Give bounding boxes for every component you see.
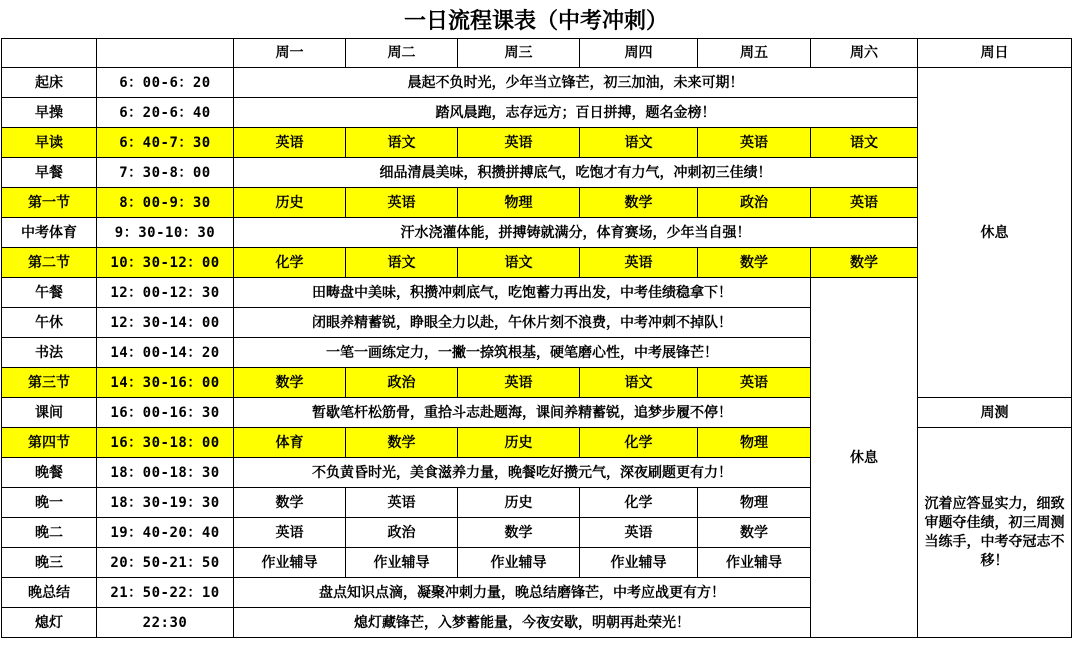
schedule-row bbox=[2, 278, 1072, 308]
row-name: 午休 bbox=[2, 308, 97, 338]
row-name: 第三节 bbox=[2, 368, 97, 398]
row-name: 第一节 bbox=[2, 188, 97, 218]
subject-cell: 数学 bbox=[234, 368, 346, 398]
sunday-rest-cell: 休息 bbox=[918, 68, 1072, 398]
schedule-row bbox=[2, 98, 1072, 128]
motto-cell: 暂歇笔杆松筋骨，重拾斗志赴题海，课间养精蓄锐，追梦步履不停！ bbox=[234, 398, 811, 428]
subject-cell: 英语 bbox=[580, 248, 698, 278]
motto-cell: 不负黄昏时光，美食滋养力量，晚餐吃好攒元气，深夜刷题更有力！ bbox=[234, 458, 811, 488]
row-name: 课间 bbox=[2, 398, 97, 428]
row-time: 20：50-21：50 bbox=[97, 548, 234, 578]
day-header: 周二 bbox=[346, 39, 458, 68]
row-name: 早餐 bbox=[2, 158, 97, 188]
subject-cell: 语文 bbox=[346, 128, 458, 158]
subject-cell: 英语 bbox=[234, 518, 346, 548]
row-name: 晚三 bbox=[2, 548, 97, 578]
schedule-row bbox=[2, 188, 1072, 218]
subject-cell: 数学 bbox=[698, 518, 811, 548]
motto-cell: 田畴盘中美味，积攒冲刺底气，吃饱蓄力再出发，中考佳绩稳拿下！ bbox=[234, 278, 811, 308]
day-header: 周一 bbox=[234, 39, 346, 68]
row-name: 书法 bbox=[2, 338, 97, 368]
subject-cell: 历史 bbox=[234, 188, 346, 218]
motto-cell: 踏风晨跑，志存远方；百日拼搏，题名金榜！ bbox=[234, 98, 918, 128]
row-time: 12：00-12：30 bbox=[97, 278, 234, 308]
row-time: 12：30-14：00 bbox=[97, 308, 234, 338]
motto-cell: 闭眼养精蓄锐，睁眼全力以赴，午休片刻不浪费，中考冲刺不掉队！ bbox=[234, 308, 811, 338]
page-title: 一日流程课表（中考冲刺） bbox=[403, 7, 668, 34]
subject-cell: 数学 bbox=[580, 188, 698, 218]
motto-cell: 盘点知识点滴，凝聚冲刺力量，晚总结磨锋芒，中考应战更有方！ bbox=[234, 578, 811, 608]
subject-cell: 语文 bbox=[580, 128, 698, 158]
row-name: 熄灯 bbox=[2, 608, 97, 638]
subject-cell: 数学 bbox=[346, 428, 458, 458]
subject-cell: 英语 bbox=[811, 188, 918, 218]
row-time: 10：30-12：00 bbox=[97, 248, 234, 278]
row-name: 第四节 bbox=[2, 428, 97, 458]
subject-cell: 英语 bbox=[580, 518, 698, 548]
subject-cell: 作业辅导 bbox=[234, 548, 346, 578]
row-name: 晚一 bbox=[2, 488, 97, 518]
row-time: 14：00-14：20 bbox=[97, 338, 234, 368]
subject-cell: 政治 bbox=[346, 368, 458, 398]
sunday-note-cell: 沉着应答显实力，细致审题夺佳绩，初三周测当练手，中考夺冠志不移！ bbox=[918, 428, 1072, 638]
motto-cell: 熄灯藏锋芒，入梦蓄能量，今夜安歇，明朝再赴荣光！ bbox=[234, 608, 811, 638]
subject-cell: 数学 bbox=[458, 518, 580, 548]
row-time: 18：30-19：30 bbox=[97, 488, 234, 518]
subject-cell: 数学 bbox=[698, 248, 811, 278]
row-time: 21：50-22：10 bbox=[97, 578, 234, 608]
schedule-row bbox=[2, 248, 1072, 278]
day-header: 周六 bbox=[811, 39, 918, 68]
subject-cell: 政治 bbox=[346, 518, 458, 548]
subject-cell: 物理 bbox=[698, 428, 811, 458]
header-blank-time bbox=[97, 39, 234, 68]
subject-cell: 化学 bbox=[234, 248, 346, 278]
row-time: 6：20-6：40 bbox=[97, 98, 234, 128]
schedule-row bbox=[2, 68, 1072, 98]
subject-cell: 语文 bbox=[346, 248, 458, 278]
row-time: 6：00-6：20 bbox=[97, 68, 234, 98]
subject-cell: 化学 bbox=[580, 428, 698, 458]
subject-cell: 英语 bbox=[698, 128, 811, 158]
subject-cell: 英语 bbox=[234, 128, 346, 158]
row-name: 晚总结 bbox=[2, 578, 97, 608]
motto-cell: 晨起不负时光，少年当立锋芒，初三加油，未来可期！ bbox=[234, 68, 918, 98]
row-time: 14：30-16：00 bbox=[97, 368, 234, 398]
row-time: 16：00-16：30 bbox=[97, 398, 234, 428]
subject-cell: 作业辅导 bbox=[698, 548, 811, 578]
subject-cell: 数学 bbox=[811, 248, 918, 278]
day-header: 周五 bbox=[698, 39, 811, 68]
schedule-row bbox=[2, 158, 1072, 188]
schedule-row bbox=[2, 128, 1072, 158]
row-name: 午餐 bbox=[2, 278, 97, 308]
header-row bbox=[2, 39, 1072, 68]
motto-cell: 汗水浇灌体能，拼搏铸就满分，体育赛场，少年当自强！ bbox=[234, 218, 918, 248]
row-name: 中考体育 bbox=[2, 218, 97, 248]
subject-cell: 政治 bbox=[698, 188, 811, 218]
subject-cell: 英语 bbox=[346, 488, 458, 518]
subject-cell: 语文 bbox=[811, 128, 918, 158]
subject-cell: 历史 bbox=[458, 488, 580, 518]
day-header: 周日 bbox=[918, 39, 1072, 68]
saturday-rest-cell: 休息 bbox=[811, 278, 918, 638]
row-name: 晚二 bbox=[2, 518, 97, 548]
subject-cell: 英语 bbox=[458, 128, 580, 158]
row-time: 6：40-7：30 bbox=[97, 128, 234, 158]
subject-cell: 物理 bbox=[698, 488, 811, 518]
row-name: 早操 bbox=[2, 98, 97, 128]
subject-cell: 作业辅导 bbox=[458, 548, 580, 578]
row-time: 19：40-20：40 bbox=[97, 518, 234, 548]
schedule-row bbox=[2, 218, 1072, 248]
day-header: 周四 bbox=[580, 39, 698, 68]
subject-cell: 英语 bbox=[346, 188, 458, 218]
row-time: 16：30-18：00 bbox=[97, 428, 234, 458]
subject-cell: 作业辅导 bbox=[346, 548, 458, 578]
row-name: 起床 bbox=[2, 68, 97, 98]
subject-cell: 物理 bbox=[458, 188, 580, 218]
row-name: 晚餐 bbox=[2, 458, 97, 488]
row-name: 第二节 bbox=[2, 248, 97, 278]
subject-cell: 语文 bbox=[458, 248, 580, 278]
row-time: 7：30-8：00 bbox=[97, 158, 234, 188]
day-header: 周三 bbox=[458, 39, 580, 68]
motto-cell: 细品清晨美味，积攒拼搏底气，吃饱才有力气，冲刺初三佳绩！ bbox=[234, 158, 918, 188]
row-time: 8：00-9：30 bbox=[97, 188, 234, 218]
subject-cell: 英语 bbox=[458, 368, 580, 398]
row-time: 9：30-10：30 bbox=[97, 218, 234, 248]
sunday-test-cell: 周测 bbox=[918, 398, 1072, 428]
header-blank-name bbox=[2, 39, 97, 68]
schedule-table bbox=[1, 38, 1072, 638]
subject-cell: 作业辅导 bbox=[580, 548, 698, 578]
subject-cell: 体育 bbox=[234, 428, 346, 458]
row-time: 22:30 bbox=[97, 608, 234, 638]
row-name: 早读 bbox=[2, 128, 97, 158]
motto-cell: 一笔一画练定力，一撇一捺筑根基，硬笔磨心性，中考展锋芒！ bbox=[234, 338, 811, 368]
subject-cell: 英语 bbox=[698, 368, 811, 398]
subject-cell: 历史 bbox=[458, 428, 580, 458]
subject-cell: 语文 bbox=[580, 368, 698, 398]
subject-cell: 化学 bbox=[580, 488, 698, 518]
row-time: 18：00-18：30 bbox=[97, 458, 234, 488]
subject-cell: 数学 bbox=[234, 488, 346, 518]
